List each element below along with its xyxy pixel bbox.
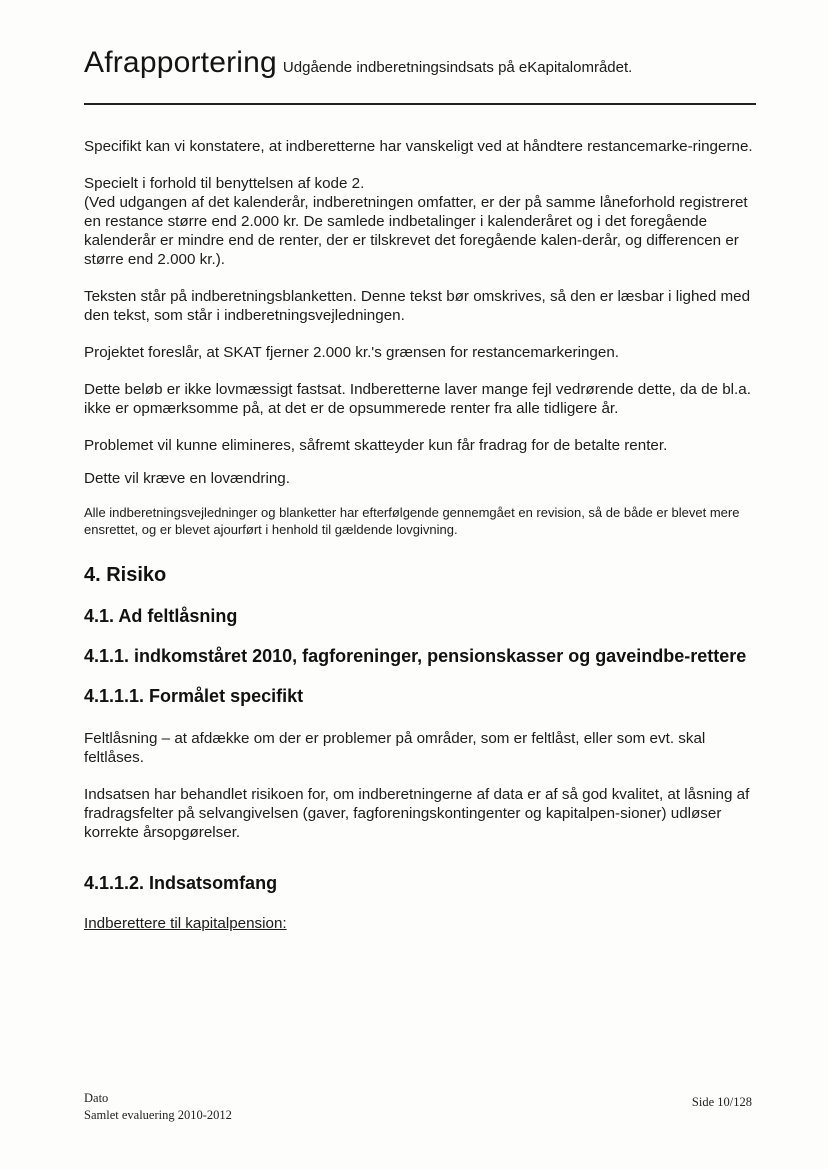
paragraph: Indsatsen har behandlet risikoen for, om indberetningerne af data er af så god kvalitet, at låsning af fradragsfelter på selvangivelsen (gaver, fagforeningskontingenter og kapitalpen-sioner) udløser korrekte årsopgørelser. bbox=[84, 786, 750, 841]
header-title: Afrapportering bbox=[84, 46, 277, 79]
paragraph: Teksten står på indberetningsblanketten. Denne tekst bør omskrives, så den er læsbar i lighed med den tekst, som står i indberetningsvejledningen. bbox=[84, 288, 751, 324]
paragraph: Projektet foreslår, at SKAT fjerner 2.000 kr.'s grænsen for restancemarkeringen. bbox=[84, 344, 619, 361]
header-rule bbox=[84, 103, 756, 105]
subsection-heading: 4.1.1.1. Formålet specifikt bbox=[84, 686, 304, 706]
paragraph: Feltlåsning – at afdække om der er problemer på områder, som er feltlåst, eller som evt. skal feltlåses. bbox=[84, 730, 706, 766]
page-footer bbox=[84, 1090, 752, 1124]
document-body bbox=[84, 137, 760, 933]
paragraph: Dette vil kræve en lovændring. bbox=[84, 470, 290, 487]
paragraph: Alle indberetningsvejledninger og blanketter har efterfølgende gennemgået en revision, så de både er blevet mere ensrettet, og er blevet ajourført i henhold til gældende lovgivning. bbox=[84, 505, 740, 537]
paragraph: Dette beløb er ikke lovmæssigt fastsat. Indberetterne laver mange fejl vedrørende dette, da de bl.a. ikke er opmærksomme på, at det er de opsummerede renter fra alle tidligere år. bbox=[84, 381, 751, 417]
paragraph: Specifikt kan vi konstatere, at indberetterne har vanskeligt ved at håndtere restancemarke-ringerne. bbox=[84, 138, 753, 155]
page-header bbox=[84, 46, 632, 80]
header-subtitle: Udgående indberetningsindsats på eKapitalområdet. bbox=[282, 59, 633, 76]
footer-page-number: Side 10/128 bbox=[691, 1095, 752, 1109]
section-heading: 4. Risiko bbox=[84, 564, 167, 586]
footer-document-title: Samlet evaluering 2010-2012 bbox=[84, 1108, 232, 1122]
subsection-heading: 4.1.1. indkomståret 2010, fagforeninger, pensionskasser og gaveindbe-rettere bbox=[84, 646, 747, 666]
underlined-label: Indberettere til kapitalpension: bbox=[84, 915, 287, 932]
subsection-heading: 4.1. Ad feltlåsning bbox=[84, 606, 238, 626]
footer-date: Dato bbox=[84, 1091, 109, 1105]
subsection-heading: 4.1.1.2. Indsatsomfang bbox=[84, 873, 278, 893]
paragraph: Problemet vil kunne elimineres, såfremt skatteyder kun får fradrag for de betalte renter. bbox=[84, 437, 668, 454]
paragraph: (Ved udgangen af det kalenderår, indberetningen omfatter, er der på samme låneforhold registreret en restance større end 2.000 kr. De samlede indbetalinger i kalenderåret og i det foregående kalenderår er mindre end de renter, der er tilskrevet det foregående kalen-derår, og differencen er større end 2.000 kr.). bbox=[84, 194, 748, 268]
paragraph: Specielt i forhold til benyttelsen af kode 2. bbox=[84, 175, 365, 192]
